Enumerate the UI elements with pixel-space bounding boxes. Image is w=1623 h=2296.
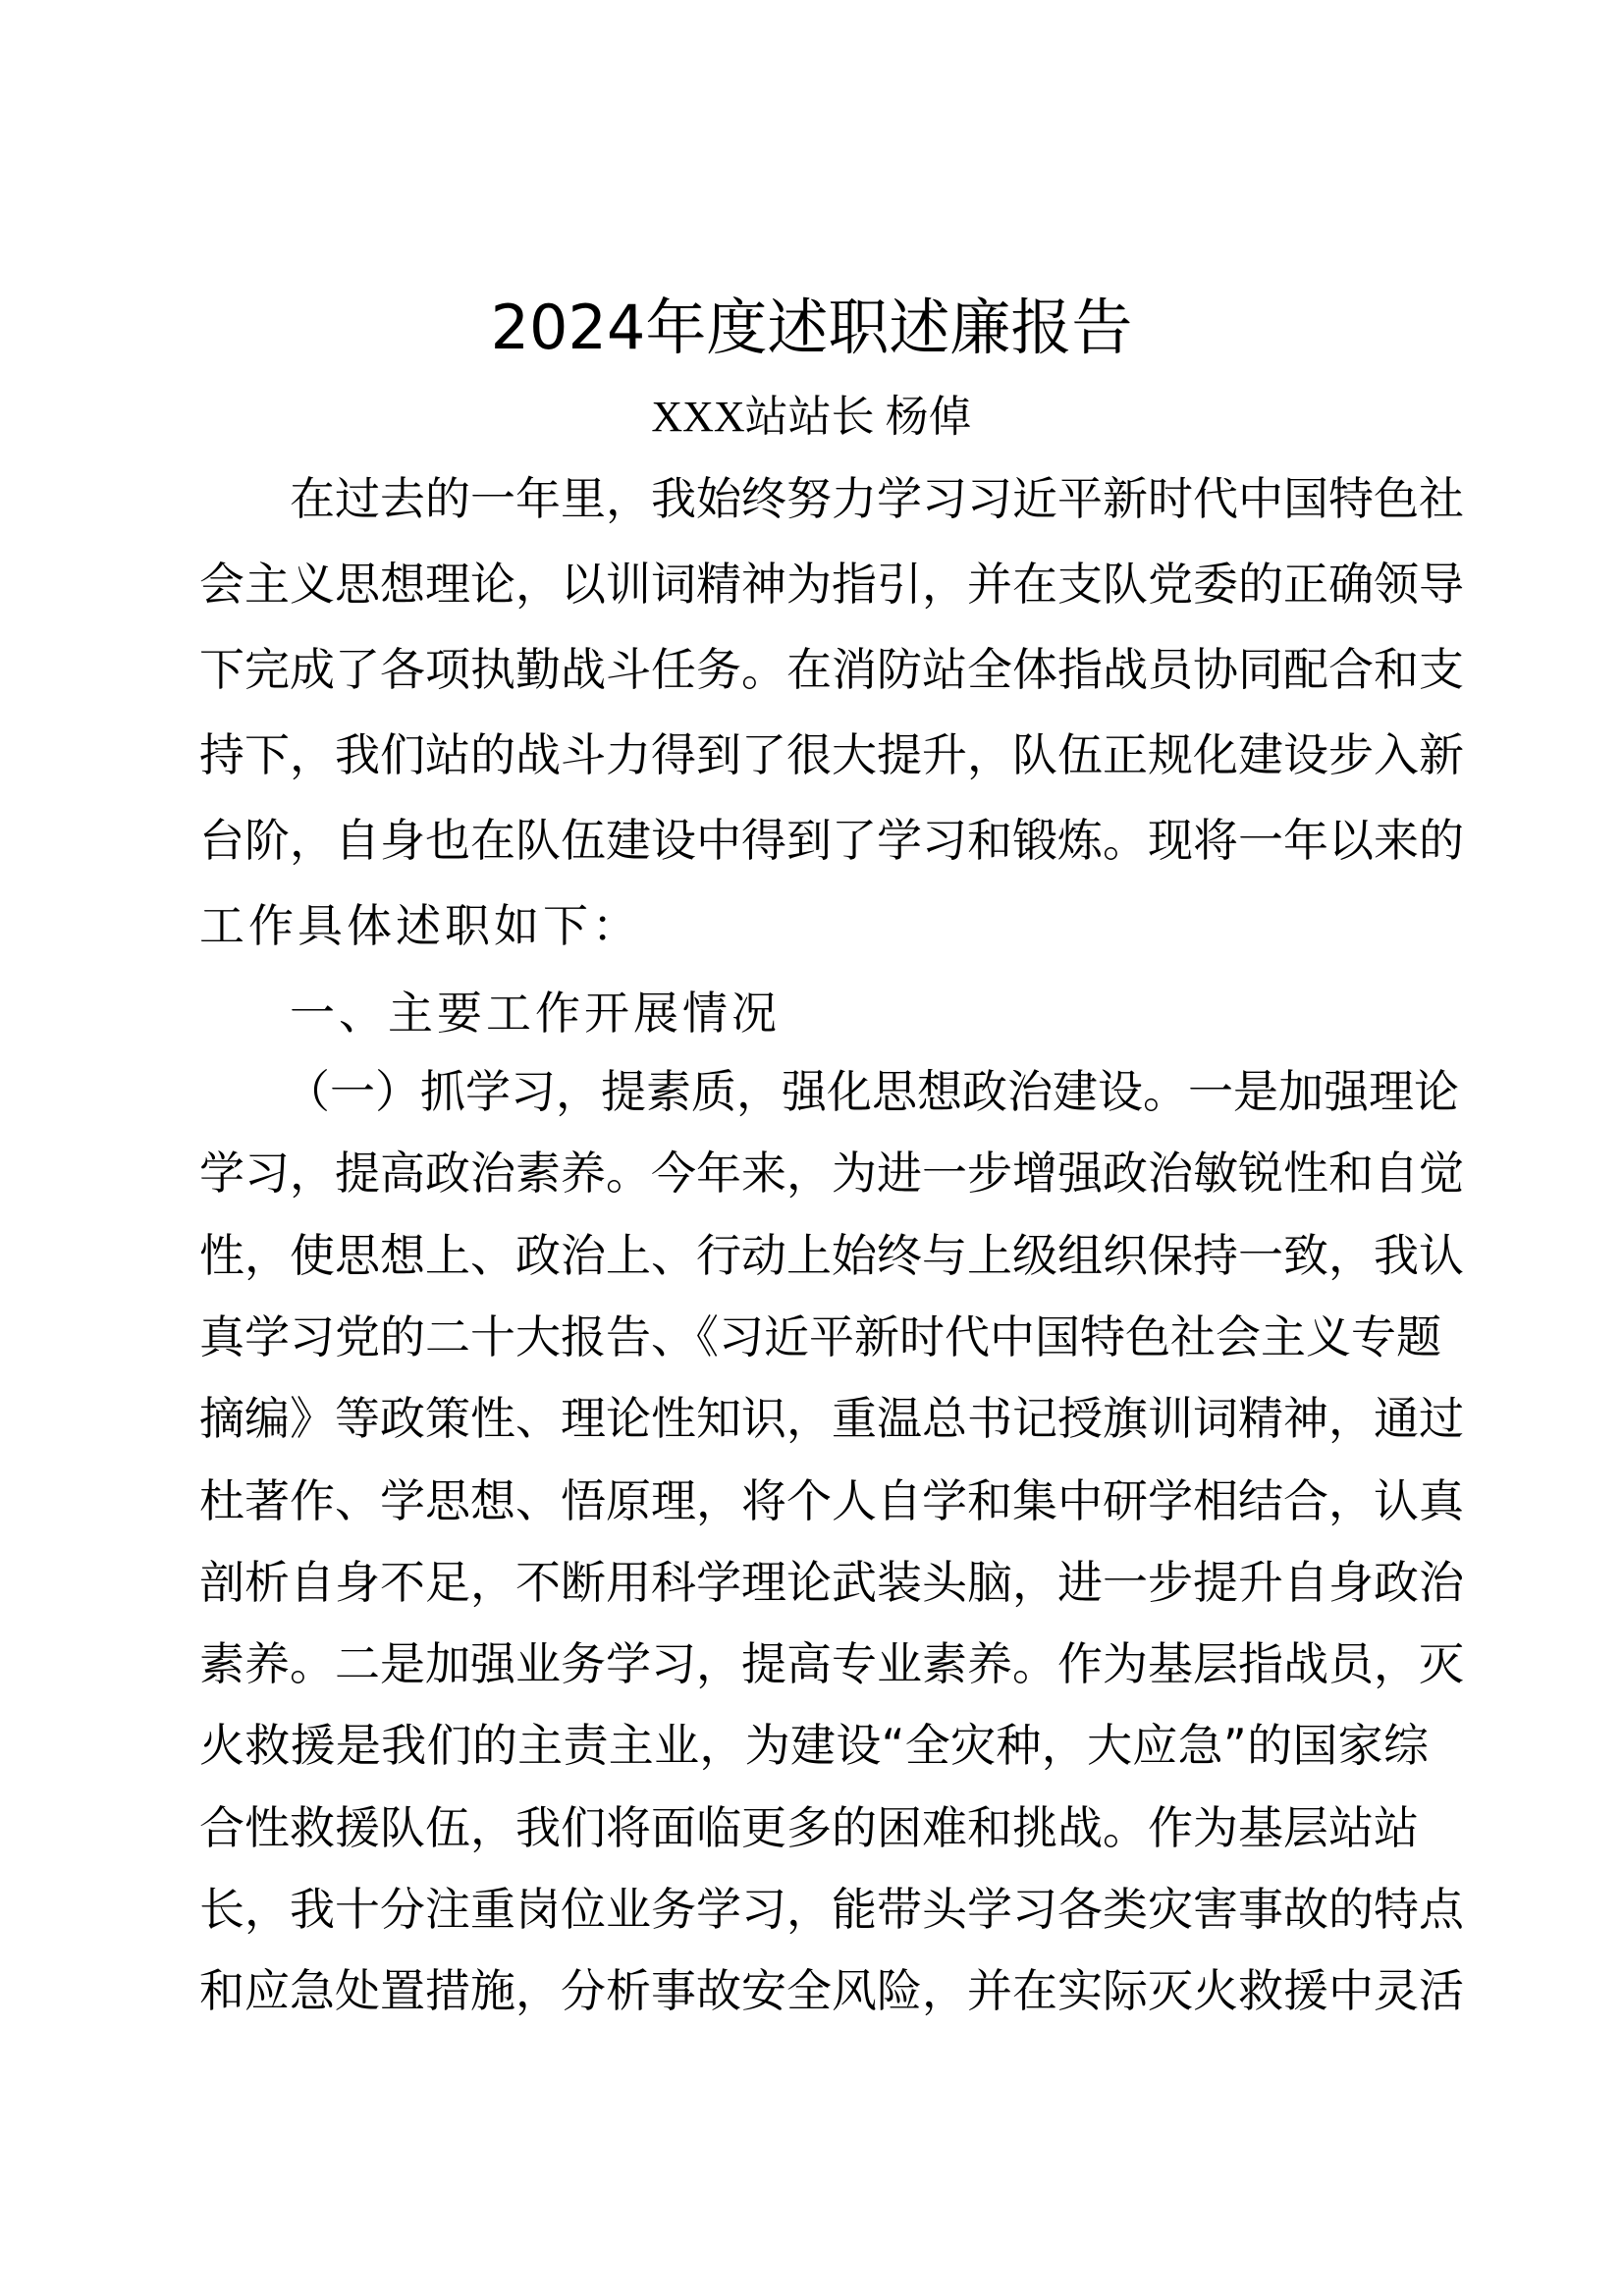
paragraph-line: 杜著作、学思想、悟原理，将个人自学和集中研学相结合，认真	[199, 1474, 1464, 1527]
paragraph-line: 摘编》等政策性、理论性知识，重温总书记授旗训词精神，通过	[199, 1392, 1464, 1445]
document-author: XXX站站长 杨倬	[651, 393, 972, 441]
paragraph-line: 台阶，自身也在队伍建设中得到了学习和锻炼。现将一年以来的	[199, 814, 1464, 867]
paragraph-line: 合性救援队伍，我们将面临更多的困难和挑战。作为基层站站	[199, 1801, 1419, 1854]
paragraph-line: 长，我十分注重岗位业务学习，能带头学习各类灾害事故的特点	[199, 1883, 1464, 1936]
paragraph-line: （一）抓学习，提素质，强化思想政治建设。一是加强理论	[285, 1065, 1459, 1118]
paragraph-line: 素养。二是加强业务学习，提高专业素养。作为基层指战员，灭	[199, 1637, 1464, 1690]
paragraph-line: 剖析自身不足，不断用科学理论武装头脑，进一步提升自身政治	[199, 1556, 1464, 1609]
paragraph-line: 持下，我们站的战斗力得到了很大提升，队伍正规化建设步入新	[199, 728, 1464, 781]
paragraph-line: 在过去的一年里，我始终努力学习习近平新时代中国特色社	[290, 472, 1464, 525]
paragraph-line: 真学习党的二十大报告、《习近平新时代中国特色社会主义专题	[199, 1310, 1441, 1363]
section-heading: 一、主要工作开展情况	[290, 987, 781, 1040]
paragraph-line: 性，使思想上、政治上、行动上始终与上级组织保持一致，我认	[199, 1229, 1464, 1282]
paragraph-line: 工作具体述职如下：	[199, 899, 641, 952]
paragraph-line: 会主义思想理论，以训词精神为指引，并在支队党委的正确领导	[199, 558, 1464, 611]
paragraph-line: 火救援是我们的主责主业，为建设“全灾种，大应急”的国家综	[199, 1719, 1429, 1772]
paragraph-line: 下完成了各项执勤战斗任务。在消防站全体指战员协同配合和支	[199, 643, 1464, 696]
paragraph-line: 学习，提高政治素养。今年来，为进一步增强政治敏锐性和自觉	[199, 1147, 1464, 1200]
paragraph-line: 和应急处置措施，分析事故安全风险，并在实际灭火救援中灵活	[199, 1964, 1464, 2017]
document-title: 2024年度述职述廉报告	[490, 292, 1133, 363]
